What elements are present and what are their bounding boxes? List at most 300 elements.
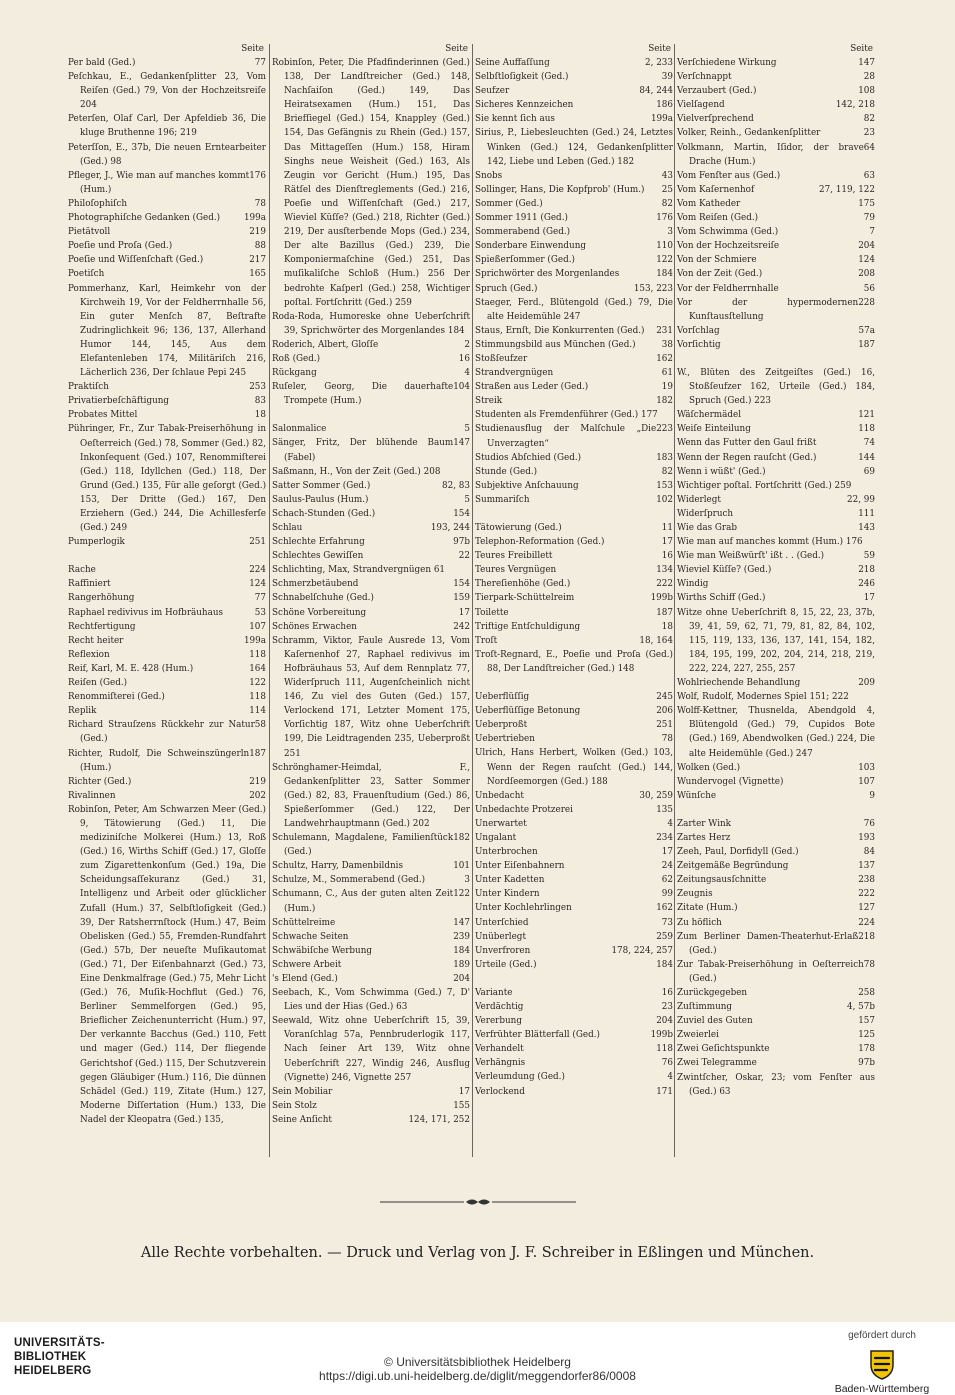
index-entry — [677, 817, 875, 831]
index-entry — [475, 98, 673, 112]
entry-page-number: 83 — [254, 396, 266, 407]
entry-title: Wäſchermädel — [677, 410, 742, 421]
index-entry — [475, 789, 673, 803]
entry-title: Wundervogel (Vignette) — [677, 776, 784, 787]
entry-page-number: 175 — [858, 198, 875, 209]
index-entry — [475, 901, 673, 915]
entry-title: Zeeh, Paul, Dorfidyll (Ged.) — [677, 847, 799, 858]
funding-notice — [827, 1330, 937, 1395]
index-entry — [68, 394, 266, 408]
entry-page-number: 57a — [858, 325, 875, 336]
entry-title: Unterſchied — [475, 917, 529, 928]
index-entry — [677, 493, 875, 507]
index-entry — [475, 746, 673, 788]
index-entry — [677, 239, 875, 253]
entry-title: Ruſeler, Georg, Die dauerhafte Trompete (Hum.) — [272, 382, 454, 407]
index-entry — [677, 901, 875, 915]
index-entry — [68, 197, 266, 211]
entry-page-number: 134 — [656, 565, 673, 576]
index-entry — [677, 98, 875, 112]
entry-page-number: 97b — [858, 1058, 875, 1069]
entry-title: Schwere Arbeit — [272, 959, 342, 970]
index-entry — [475, 267, 673, 281]
entry-page-number: 28 — [863, 72, 875, 83]
index-entry — [677, 408, 875, 422]
section-gap — [475, 676, 673, 690]
entry-title: Sprichwörter des Morgenlandes — [475, 269, 620, 280]
entry-page-number: 184 — [656, 959, 673, 970]
entry-page-number: 59 — [863, 551, 875, 562]
entry-page-number: 23 — [661, 1002, 673, 1012]
entry-title: Unter Kochlehrlingen — [475, 903, 572, 914]
index-entry — [677, 873, 875, 887]
entry-title: Schulemann, Magdalene, Familienſtück (Ged.) — [272, 833, 454, 858]
entry-title: Tierpark-Schüttelreim — [475, 593, 575, 604]
entry-title: Unerwartet — [475, 818, 527, 829]
index-entry — [475, 916, 673, 930]
index-entry — [677, 986, 875, 1000]
index-entry — [272, 986, 470, 1014]
index-entry — [272, 634, 470, 761]
index-entry — [68, 789, 266, 803]
entry-page-number: 218 — [858, 931, 875, 942]
index-entry — [68, 267, 266, 281]
entry-title: Schlichting, Max, Strandvergnügen 61 — [272, 565, 446, 576]
entry-page-number: 111 — [858, 508, 875, 519]
entry-title: Rache — [68, 565, 96, 576]
entry-title: Richter, Rudolf, Die Schweinszüngerln (Hum.) — [68, 748, 250, 773]
entry-page-number: 4 — [667, 1072, 673, 1083]
section-gap — [475, 972, 673, 986]
index-entry — [677, 56, 875, 70]
entry-title: Richard Strauſzens Rückkehr zur Natur (Ged.) — [68, 720, 255, 745]
index-entry — [272, 761, 470, 831]
index-entry — [475, 56, 673, 70]
entry-page-number: 104 — [453, 382, 470, 393]
index-entry — [475, 1042, 673, 1056]
column-divider — [472, 44, 473, 1157]
index-entry — [677, 789, 875, 803]
entry-title: Sommer (Ged.) — [475, 198, 543, 209]
entry-page-number: 103 — [858, 762, 875, 773]
entry-page-number: 53 — [254, 607, 266, 618]
index-entry — [677, 211, 875, 225]
entry-title: Schwäbiſche Werbung — [272, 945, 373, 956]
entry-title: Wenn i wüßt' (Ged.) — [677, 466, 766, 477]
entry-page-number: 3 — [464, 875, 470, 886]
index-entry — [68, 775, 266, 789]
entry-title: Schnabelſchuhe (Ged.) — [272, 593, 374, 604]
index-entry — [677, 112, 875, 126]
entry-page-number: 204 — [453, 974, 470, 984]
entry-title: Teures Freibillett — [475, 551, 553, 562]
entry-title: Roda-Roda, Humoreske ohne Ueberſchrift 39, Sprichwörter des Morgenlandes 184 — [272, 311, 470, 336]
index-column-3 — [475, 42, 673, 1099]
entry-title: Troſt-Regnard, E., Poeſie und Proſa (Ged.) 88, Der Landſtreicher (Ged.) 148 — [475, 649, 673, 674]
entry-page-number: 64 — [863, 142, 875, 153]
entry-page-number: 84 — [863, 847, 875, 858]
entry-title: Pumperlogik — [68, 537, 125, 548]
entry-title: Schlau — [272, 523, 303, 533]
entry-title: Weiſe Einteilung — [677, 424, 751, 435]
index-entry — [677, 606, 875, 676]
entry-title: Widerlegt — [677, 494, 721, 505]
index-entry — [68, 253, 266, 267]
index-entry — [475, 422, 673, 450]
index-entry — [677, 521, 875, 535]
index-entry — [272, 944, 470, 958]
entry-page-number: 159 — [453, 593, 470, 604]
entry-title: Zu höflich — [677, 917, 722, 928]
entry-title: Von der Schmiere — [677, 255, 757, 266]
entry-title: Von der Hochzeitsreiſe — [677, 241, 780, 252]
entry-title: Vielſagend — [677, 100, 725, 111]
entry-page-number: 38 — [661, 339, 673, 350]
entry-title: Schlechte Erfahrung — [272, 537, 365, 548]
entry-page-number: 143 — [858, 523, 875, 533]
entry-title: Zurückgegeben — [677, 988, 748, 998]
index-entry — [677, 831, 875, 845]
entry-title: Wohlriechende Behandlung — [677, 678, 801, 689]
index-entry — [272, 591, 470, 605]
entry-title: Vom Reiſen (Ged.) — [677, 213, 759, 224]
index-entry — [677, 436, 875, 450]
entry-title: Telephon-Reformation (Ged.) — [475, 537, 605, 548]
entry-page-number: 178 — [858, 1044, 875, 1055]
entry-title: Unterbrochen — [475, 847, 538, 858]
entry-title: Rechtfertigung — [68, 621, 136, 632]
index-entry — [475, 1028, 673, 1042]
index-entry — [272, 620, 470, 634]
index-entry — [475, 817, 673, 831]
digital-library-url[interactable]: https://digi.ub.uni-heidelberg.de/diglit/meggendorfer86/0008 — [319, 1369, 636, 1383]
entry-page-number: 19 — [661, 382, 673, 393]
entry-title: Verſchnappt — [677, 72, 732, 83]
index-entry — [677, 958, 875, 986]
entry-title: Vom Schwimma (Ged.) — [677, 227, 779, 238]
index-entry — [475, 1056, 673, 1070]
index-entry — [475, 1070, 673, 1084]
entry-title: Per bald (Ged.) — [68, 58, 136, 68]
index-entry — [68, 535, 266, 549]
entry-title: Pommerhanz, Karl, Heimkehr von der Kirchweih 19, Vor der Feldherrnhalle 56, Ein guter Menſch 87, Beſtrafte Zudringlichkeit 96; 136, 137, Allerhand Humor 144, 145, Aus dem Elefantenleben 174, Militäriſch 216, Lächerlich 236, Der ſchlaue Pepi 245 — [68, 283, 266, 379]
entry-page-number: 222 — [656, 579, 673, 590]
index-entry — [677, 422, 875, 436]
index-entry — [475, 479, 673, 493]
entry-title: Zuviel des Guten — [677, 1016, 753, 1027]
entry-title: Sänger, Fritz, Der blühende Baum (Fabel) — [272, 438, 454, 463]
entry-title: Unter Eiſenbahnern — [475, 861, 565, 872]
entry-title: Sommer 1911 (Ged.) — [475, 213, 568, 224]
entry-title: Schramm, Viktor, Faule Ausrede 13, Vom Kaſernenhof 27, Raphael redivivus im Hofbräuhaus 53, Auf dem Rennplatz 77, Widerſpruch 111, Augenſcheinlich nicht 146, Zu viel des Guten (Ged.) 157, Verlockend 171, Letzter Moment 175, Vorſichtig 187, Witz ohne Ueberſchrift 199, Die Leidtragenden 235, Ueberproßt 251 — [272, 635, 470, 759]
entry-page-number: 78 — [863, 959, 875, 970]
index-entry — [272, 507, 470, 521]
entry-title: Summariſch — [475, 494, 530, 505]
entry-page-number: 2 — [464, 339, 470, 350]
column-divider — [269, 44, 270, 1157]
entry-title: Vielverſprechend — [677, 114, 754, 125]
index-entry — [677, 775, 875, 789]
entry-page-number: 11 — [661, 523, 673, 533]
column-header: Seite — [850, 44, 873, 54]
entry-title: Von der Zeit (Ged.) — [677, 269, 763, 280]
entry-page-number: 144 — [858, 452, 875, 463]
index-entry — [677, 282, 875, 296]
index-entry — [475, 338, 673, 352]
entry-page-number: 206 — [656, 706, 673, 717]
rights-notice: Alle Rechte vorbehalten. — Druck und Verlag von J. F. Schreiber in Eßlingen und München. — [140, 1245, 815, 1261]
entry-title: Volkmann, Martin, Iſidor, der brave Drache (Hum.) — [677, 142, 864, 167]
entry-title: Wenn der Regen rauſcht (Ged.) — [677, 452, 817, 463]
index-entry — [272, 352, 470, 366]
entry-page-number: 43 — [661, 170, 673, 181]
entry-title: Verdächtig — [475, 1002, 524, 1012]
entry-title: Renommiſterei (Ged.) — [68, 692, 165, 703]
index-entry — [475, 859, 673, 873]
index-entry — [677, 183, 875, 197]
entry-page-number: 122 — [249, 678, 266, 689]
entry-page-number: 4, 57b — [846, 1002, 875, 1013]
entry-title: Reflexion — [68, 649, 110, 660]
entry-page-number: 165 — [249, 269, 266, 280]
index-entry — [677, 577, 875, 591]
entry-page-number: 239 — [453, 931, 470, 942]
entry-page-number: 2, 233 — [645, 58, 673, 68]
index-entry — [677, 761, 875, 775]
index-entry — [68, 648, 266, 662]
entry-page-number: 218 — [858, 565, 875, 576]
index-entry — [677, 887, 875, 901]
entry-page-number: 147 — [858, 58, 875, 68]
entry-page-number: 178, 224, 257 — [611, 945, 673, 956]
index-entry — [272, 366, 470, 380]
entry-title: Zwintſcher, Oskar, 23; vom Fenſter aus (Ged.) 63 — [677, 1072, 875, 1097]
entry-title: Witze ohne Ueberſchrift 8, 15, 22, 23, 37b, 39, 41, 59, 62, 71, 79, 81, 82, 84, 102, 115, 119, 133, 136, 137, 141, 154, 182, 184, 195, 199, 202, 204, 214, 218, 219, 222, 224, 227, 255, 257 — [677, 607, 875, 674]
entry-title: Schulze, M., Sommerabend (Ged.) — [272, 875, 426, 886]
entry-title: Schach-Stunden (Ged.) — [272, 508, 376, 519]
entry-page-number: 258 — [858, 988, 875, 998]
entry-title: Spruch (Ged.) — [475, 283, 538, 294]
entry-page-number: 187 — [858, 339, 875, 350]
entry-page-number: 224 — [858, 917, 875, 928]
entry-title: Tätowierung (Ged.) — [475, 523, 562, 533]
entry-title: Sollinger, Hans, Die Kopfprob' (Hum.) — [475, 184, 645, 195]
entry-page-number: 231 — [656, 325, 673, 336]
index-entry — [475, 873, 673, 887]
entry-page-number: 118 — [249, 649, 266, 660]
entry-page-number: 147 — [453, 438, 470, 449]
entry-title: Verhandelt — [475, 1044, 524, 1055]
index-entry — [68, 422, 266, 535]
entry-title: Poeſie und Proſa (Ged.) — [68, 241, 173, 252]
entry-title: Vor der hypermodernen Kunſtausſtellung — [677, 297, 859, 322]
index-entry — [475, 1085, 673, 1099]
index-entry — [272, 606, 470, 620]
index-entry — [68, 211, 266, 225]
index-entry — [475, 690, 673, 704]
entry-title: Toilette — [475, 607, 509, 618]
index-entry — [475, 296, 673, 324]
entry-page-number: 253 — [249, 382, 266, 393]
entry-title: Schultz, Harry, Damenbildnis — [272, 861, 403, 872]
entry-page-number: 222 — [858, 889, 875, 900]
entry-page-number: 78 — [254, 198, 266, 209]
entry-title: Rivalinnen — [68, 790, 116, 801]
entry-title: W., Blüten des Zeitgeiſtes (Ged.) 16, Stoßſeufzer 162, Urteile (Ged.) 184, Spruch (Ged.) 223 — [677, 367, 875, 407]
entry-title: Wieviel Küſſe? (Ged.) — [677, 565, 772, 576]
index-entry — [475, 958, 673, 972]
index-entry — [475, 493, 673, 507]
entry-title: Urteile (Ged.) — [475, 959, 537, 970]
index-entry — [475, 324, 673, 338]
index-entry — [677, 1000, 875, 1014]
entry-page-number: 3 — [667, 227, 673, 238]
index-entry — [68, 747, 266, 775]
index-entry — [677, 676, 875, 690]
entry-title: Variante — [475, 987, 513, 998]
entry-title: Verlockend — [475, 1086, 525, 1097]
entry-title: Zarter Wink — [677, 818, 732, 829]
index-entry — [272, 549, 470, 563]
entry-title: Roß (Ged.) — [272, 353, 321, 364]
column-header: Seite — [648, 44, 671, 54]
entry-title: Seebach, K., Vom Schwimma (Ged.) 7, D' Lies und der Hias (Ged.) 63 — [272, 988, 470, 1013]
entry-title: Wenn das Futter den Gaul frißt — [677, 438, 817, 449]
entry-title: Poetiſch — [68, 269, 105, 280]
entry-page-number: 82, 83 — [442, 480, 470, 491]
entry-page-number: 124 — [249, 579, 266, 590]
index-entry — [677, 916, 875, 930]
entry-title: Verhängnis — [475, 1058, 526, 1069]
index-entry — [475, 169, 673, 183]
entry-page-number: 182 — [656, 396, 673, 407]
entry-page-number: 199a — [243, 635, 266, 646]
entry-page-number: 74 — [863, 438, 875, 449]
entry-page-number: 118 — [656, 1044, 673, 1055]
entry-page-number: 56 — [863, 283, 875, 294]
entry-title: Sommerabend (Ged.) — [475, 227, 571, 238]
entry-page-number: 184 — [453, 945, 470, 956]
entry-title: Seewald, Witz ohne Ueberſchrift 15, 39, Voranſchlag 57a, Pennbruderlogik 117, Nach ſeiner Art 139, Witz ohne Ueberſchrift 227, Windig 246, Ausflug (Vignette) 246, Vignette 257 — [272, 1016, 470, 1083]
ornament-divider — [380, 1196, 576, 1208]
entry-page-number: 176 — [249, 170, 266, 181]
entry-page-number: 7 — [869, 227, 875, 238]
entry-page-number: 18 — [661, 621, 673, 632]
entry-title: Rückgang — [272, 368, 317, 379]
index-entry — [68, 239, 266, 253]
index-entry — [272, 380, 470, 408]
entry-title: Sein Mobiliar — [272, 1086, 333, 1097]
logo-line: UNIVERSITÄTS- — [14, 1337, 105, 1349]
entry-page-number: 127 — [858, 903, 875, 914]
entry-title: Thereſienhöhe (Ged.) — [475, 579, 571, 590]
entry-title: Verleumdung (Ged.) — [475, 1072, 565, 1083]
entry-title: Zartes Herz — [677, 832, 731, 843]
entry-page-number: 157 — [858, 1016, 875, 1027]
entry-page-number: 18, 164 — [639, 635, 673, 646]
entry-title: Unbedachte Protzerei — [475, 804, 573, 815]
index-entry — [475, 634, 673, 648]
entry-title: Sie kennt ſich aus — [475, 114, 555, 125]
entry-title: Unverfroren — [475, 945, 531, 956]
index-entry — [677, 465, 875, 479]
entry-page-number: 147 — [453, 917, 470, 928]
entry-page-number: 99 — [661, 889, 673, 900]
index-entry — [677, 169, 875, 183]
section-gap — [475, 507, 673, 521]
entry-page-number: 186 — [656, 100, 673, 111]
column-divider — [674, 44, 675, 1157]
entry-page-number: 107 — [858, 776, 875, 787]
index-entry — [677, 859, 875, 873]
entry-title: Ueberflüſſig — [475, 692, 530, 703]
index-entry — [475, 718, 673, 732]
index-entry — [475, 84, 673, 98]
entry-page-number: 193, 244 — [430, 523, 470, 533]
entry-page-number: 217 — [249, 255, 266, 266]
entry-title: Privatierbeſchäftigung — [68, 396, 170, 407]
index-entry — [272, 1085, 470, 1099]
entry-title: Sirius, P., Liebesleuchten (Ged.) 24, Letztes Winken (Ged.) 124, Gedankenſplitter 142, Liebe und Leben (Ged.) 182 — [475, 128, 673, 167]
library-footer-bar — [0, 1322, 955, 1395]
entry-title: Schwache Seiten — [272, 931, 349, 942]
index-entry — [475, 197, 673, 211]
entry-title: Sein Stolz — [272, 1100, 317, 1111]
entry-page-number: 182 — [453, 833, 470, 844]
entry-page-number: 154 — [453, 508, 470, 519]
entry-title: Sicheres Kennzeichen — [475, 100, 574, 111]
index-entry — [68, 56, 266, 70]
index-entry — [677, 267, 875, 281]
entry-page-number: 171 — [656, 1086, 673, 1097]
index-entry — [475, 845, 673, 859]
index-entry — [677, 324, 875, 338]
index-entry — [475, 1000, 673, 1014]
entry-title: Vom Katheder — [677, 198, 741, 209]
index-entry — [677, 451, 875, 465]
entry-title: Satter Sommer (Ged.) — [272, 480, 371, 491]
index-entry — [677, 1014, 875, 1028]
entry-page-number: 187 — [249, 748, 266, 759]
entry-title: Raffiniert — [68, 579, 111, 590]
entry-title: Staus, Ernſt, Die Konkurrenten (Ged.) — [475, 325, 645, 336]
index-entry — [68, 690, 266, 704]
entry-page-number: 122 — [453, 889, 470, 900]
index-entry — [475, 535, 673, 549]
entry-title: Volker, Reinh., Gedankenſplitter — [677, 128, 821, 139]
entry-page-number: 124, 171, 252 — [408, 1114, 470, 1125]
entry-title: Zuſtimmung — [677, 1002, 733, 1013]
index-entry — [475, 944, 673, 958]
index-entry — [272, 465, 470, 479]
index-entry — [475, 803, 673, 817]
entry-page-number: 16 — [661, 551, 673, 562]
entry-page-number: 17 — [661, 847, 673, 858]
entry-page-number: 224 — [249, 565, 266, 576]
entry-page-number: 238 — [858, 875, 875, 886]
entry-page-number: 62 — [661, 875, 673, 886]
entry-page-number: 77 — [254, 58, 266, 68]
entry-page-number: 184 — [656, 269, 673, 280]
entry-title: Zweierlei — [677, 1030, 719, 1041]
entry-title: Peterſen, Olaf Carl, Der Apfeldieb 36, Die kluge Bruthenne 196; 219 — [68, 114, 266, 139]
entry-page-number: 101 — [453, 861, 470, 872]
entry-title: Strandvergnügen — [475, 368, 554, 379]
entry-page-number: 209 — [858, 678, 875, 689]
entry-title: Troſt — [475, 635, 498, 646]
entry-page-number: 234 — [656, 832, 673, 843]
entry-title: Vorſchlag — [677, 325, 720, 336]
